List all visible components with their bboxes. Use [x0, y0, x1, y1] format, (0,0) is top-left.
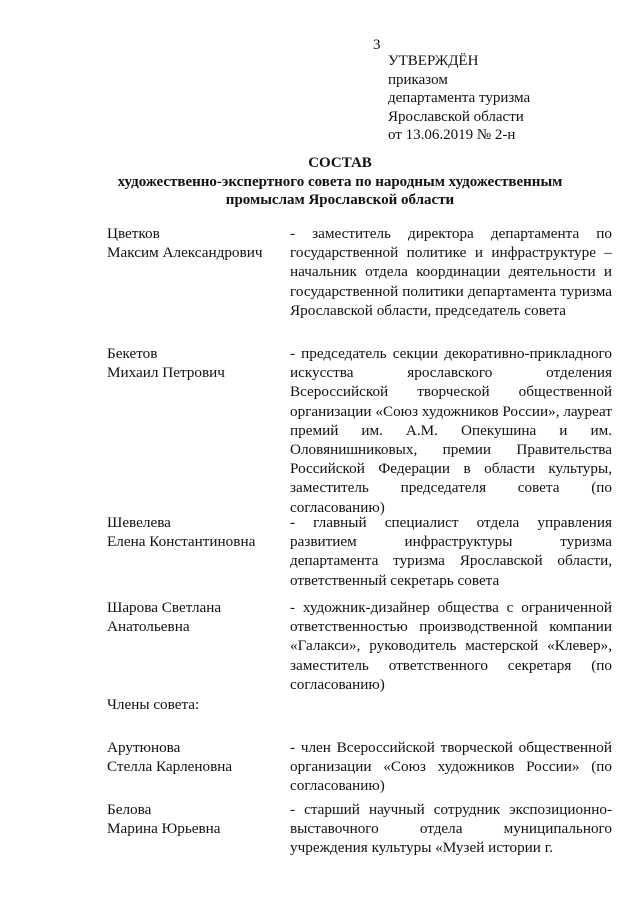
member-role: - заместитель директора департамента по государственной политике и инфраструктуре – начальник отдела координации деятельности и государственной политики департамента туризма Ярославской области, председатель совета [290, 225, 612, 319]
member-name [107, 800, 287, 838]
member-role: - старший научный сотрудник экспозиционно-выставочного отдела муниципального учреждения культуры «Музей истории г. [290, 801, 612, 857]
member-role: - председатель секции декоративно-прикладного искусства ярославского отделения Всероссийской творческой общественной организации «Союз художников России», лауреат премий им. А.М. Опекушина и им. Оловянишниковых, премии Правительства Российской Федерации в области культуры, заместитель председателя совета (по согласованию) [290, 345, 612, 516]
approval-line: департамента туризма [388, 90, 531, 107]
member-given-names: Марина Юрьевна [107, 820, 221, 837]
member-surname: Бекетов [107, 345, 158, 362]
member-name [107, 738, 287, 776]
member-name [107, 598, 287, 636]
approval-line: от 13.06.2019 № 2-н [388, 127, 516, 144]
approval-line: УТВЕРЖДЁН [388, 53, 479, 69]
member-given-names: Анатольевна [107, 618, 190, 635]
member-given-names: Стелла Карленовна [107, 758, 233, 775]
member-name [107, 513, 287, 551]
members-section-label: Члены совета: [107, 696, 200, 713]
document-title [60, 154, 620, 210]
member-surname: Шарова Светлана [107, 599, 222, 616]
title-line: художественно-экспертного совета по народным художественным [117, 173, 563, 190]
approval-line: приказом [388, 71, 448, 88]
page-number: 3 [373, 37, 381, 53]
approval-line: Ярославской области [388, 108, 524, 125]
member-surname: Арутюнова [107, 739, 181, 756]
member-name [107, 344, 287, 382]
member-role: - художник-дизайнер общества с ограниченной ответственностью производственной компании «Галакси», руководитель мастерской «Клевер», заместитель ответственного секретаря (по согласованию) [290, 599, 612, 693]
approval-block [388, 52, 530, 145]
member-surname: Белова [107, 801, 152, 818]
title-line: СОСТАВ [308, 155, 372, 171]
member-given-names: Михаил Петрович [107, 364, 225, 381]
member-surname: Шевелева [107, 514, 171, 531]
title-line: промыслам Ярославской области [225, 192, 455, 209]
member-name [107, 224, 287, 262]
member-given-names: Максим Александрович [107, 244, 263, 261]
member-role: - главный специалист отдела управления развитием инфраструктуры туризма департамента туризма Ярославской области, ответственный секретарь совета [290, 514, 612, 589]
member-role: - член Всероссийской творческой общественной организации «Союз художников России» (по согласованию) [290, 739, 612, 795]
member-surname: Цветков [107, 225, 160, 242]
member-given-names: Елена Константиновна [107, 533, 256, 550]
